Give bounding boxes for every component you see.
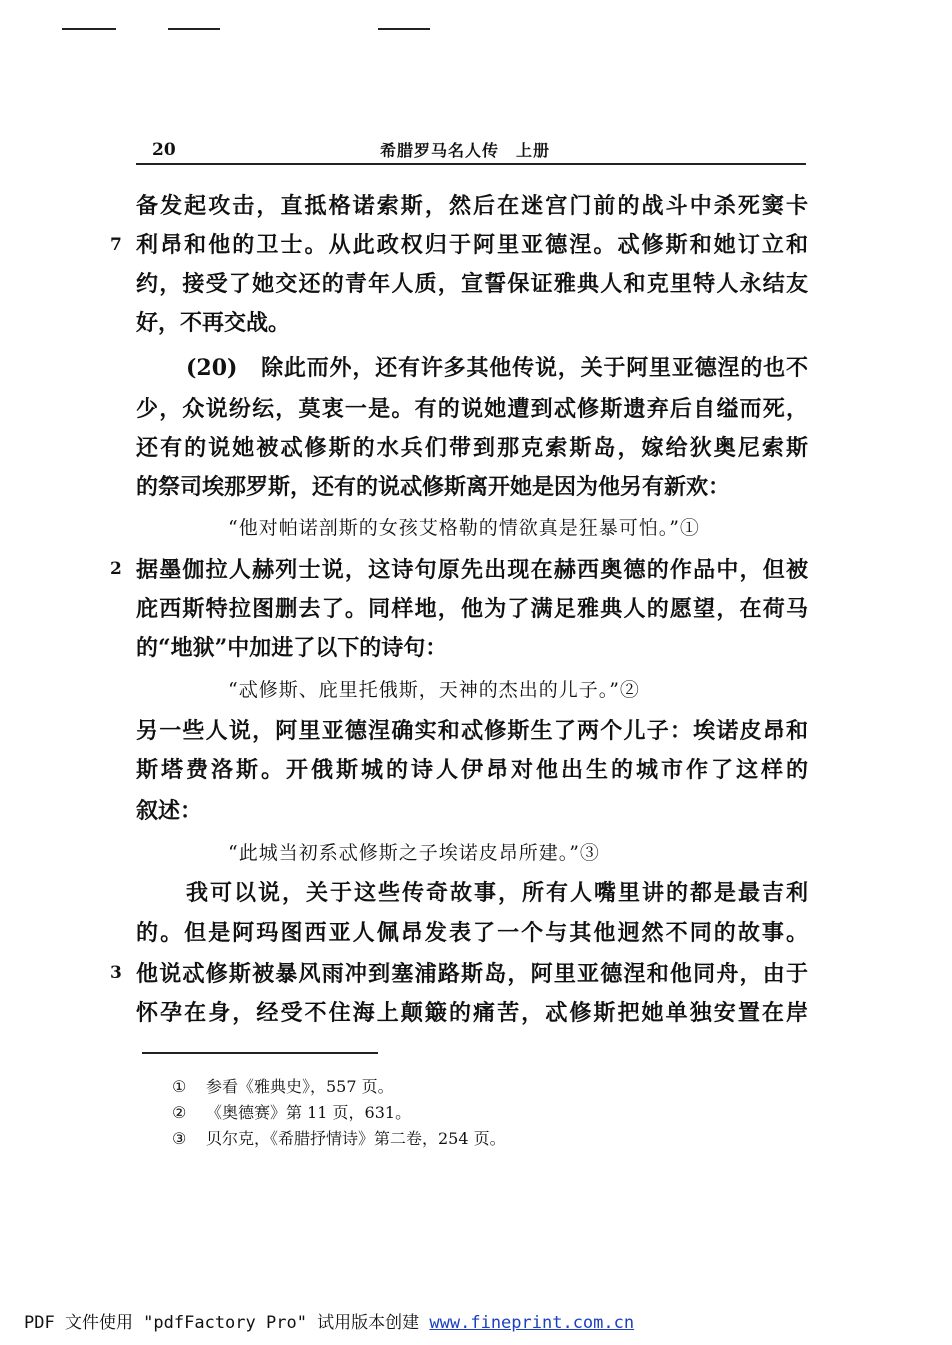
footnote-rule (142, 1052, 378, 1054)
body-line: 我可以说，关于这些传奇故事，所有人嘴里讲的都是最吉利 (186, 880, 808, 906)
body-line: (20) 除此而外，还有许多其他传说，关于阿里亚德涅的也不 (186, 355, 808, 381)
body-line: 庇西斯特拉图删去了。同样地，他为了满足雅典人的愿望，在荷马 (136, 596, 808, 622)
footnote-text: 贝尔克，《希腊抒情诗》第二卷，254 页。 (206, 1129, 506, 1148)
body-line: 还有的说她被忒修斯的水兵们带到那克索斯岛，嫁给狄奥尼索斯 (136, 435, 808, 461)
margin-number: 7 (110, 235, 122, 255)
body-line: 的祭司埃那罗斯，还有的说忒修斯离开她是因为他另有新欢： (136, 474, 731, 500)
body-line: 备发起攻击，直抵格诺索斯，然后在迷宫门前的战斗中杀死窦卡 (136, 193, 808, 219)
pdf-credit (24, 1308, 634, 1333)
footnote-mark: ③ (172, 1129, 187, 1148)
body-line: 的。但是阿玛图西亚人佩昂发表了一个与其他迥然不同的故事。 (136, 920, 808, 946)
body-line: 他说忒修斯被暴风雨冲到塞浦路斯岛，阿里亚德涅和他同舟，由于 (136, 961, 808, 987)
page-number: 20 (152, 140, 176, 160)
footnote-text: 《奥德赛》第 11 页，631。 (206, 1103, 412, 1122)
body-line: 据墨伽拉人赫列士说，这诗句原先出现在赫西奥德的作品中，但被 (136, 557, 808, 583)
footnote-text: 参看《雅典史》，557 页。 (206, 1077, 394, 1096)
pdf-credit-text: PDF 文件使用 "pdfFactory Pro" 试用版本创建 (24, 1313, 430, 1333)
footnote (172, 1076, 394, 1098)
margin-number: 2 (110, 559, 122, 579)
footnote (172, 1128, 506, 1150)
body-line: 利昂和他的卫士。从此政权归于阿里亚德涅。忒修斯和她订立和 (136, 232, 808, 258)
body-line: 少，众说纷纭，莫衷一是。有的说她遭到忒修斯遗弃后自缢而死， (136, 396, 808, 422)
pdf-credit-link[interactable]: www.fineprint.com.cn (429, 1313, 635, 1333)
margin-number: 3 (110, 963, 122, 983)
running-title: 希腊罗马名人传 上册 (380, 141, 551, 160)
verse-quote: “此城当初系忒修斯之子埃诺皮昂所建。”③ (228, 842, 600, 864)
body-line: 怀孕在身，经受不住海上颠簸的痛苦，忒修斯把她单独安置在岸 (136, 1000, 808, 1026)
body-line: 约，接受了她交还的青年人质，宣誓保证雅典人和克里特人永结友 (136, 271, 808, 297)
top-rule (62, 28, 116, 30)
verse-quote: “忒修斯、庇里托俄斯，天神的杰出的儿子。”② (228, 679, 640, 701)
body-line: 好，不再交战。 (136, 310, 291, 336)
body-line: 另一些人说，阿里亚德涅确实和忒修斯生了两个儿子：埃诺皮昂和 (136, 718, 808, 744)
top-rule (168, 28, 220, 30)
body-line: 斯塔费洛斯。开俄斯城的诗人伊昂对他出生的城市作了这样的 (136, 757, 808, 783)
footnote-mark: ① (172, 1077, 187, 1096)
header-rule (136, 163, 806, 165)
body-line: 叙述： (136, 798, 203, 824)
footnote-mark: ② (172, 1103, 187, 1122)
top-rule (378, 28, 430, 30)
footnote (172, 1102, 411, 1124)
body-line: 的“地狱”中加进了以下的诗句： (136, 635, 448, 661)
verse-quote: “他对帕诺剖斯的女孩艾格勒的情欲真是狂暴可怕。”① (228, 517, 700, 539)
